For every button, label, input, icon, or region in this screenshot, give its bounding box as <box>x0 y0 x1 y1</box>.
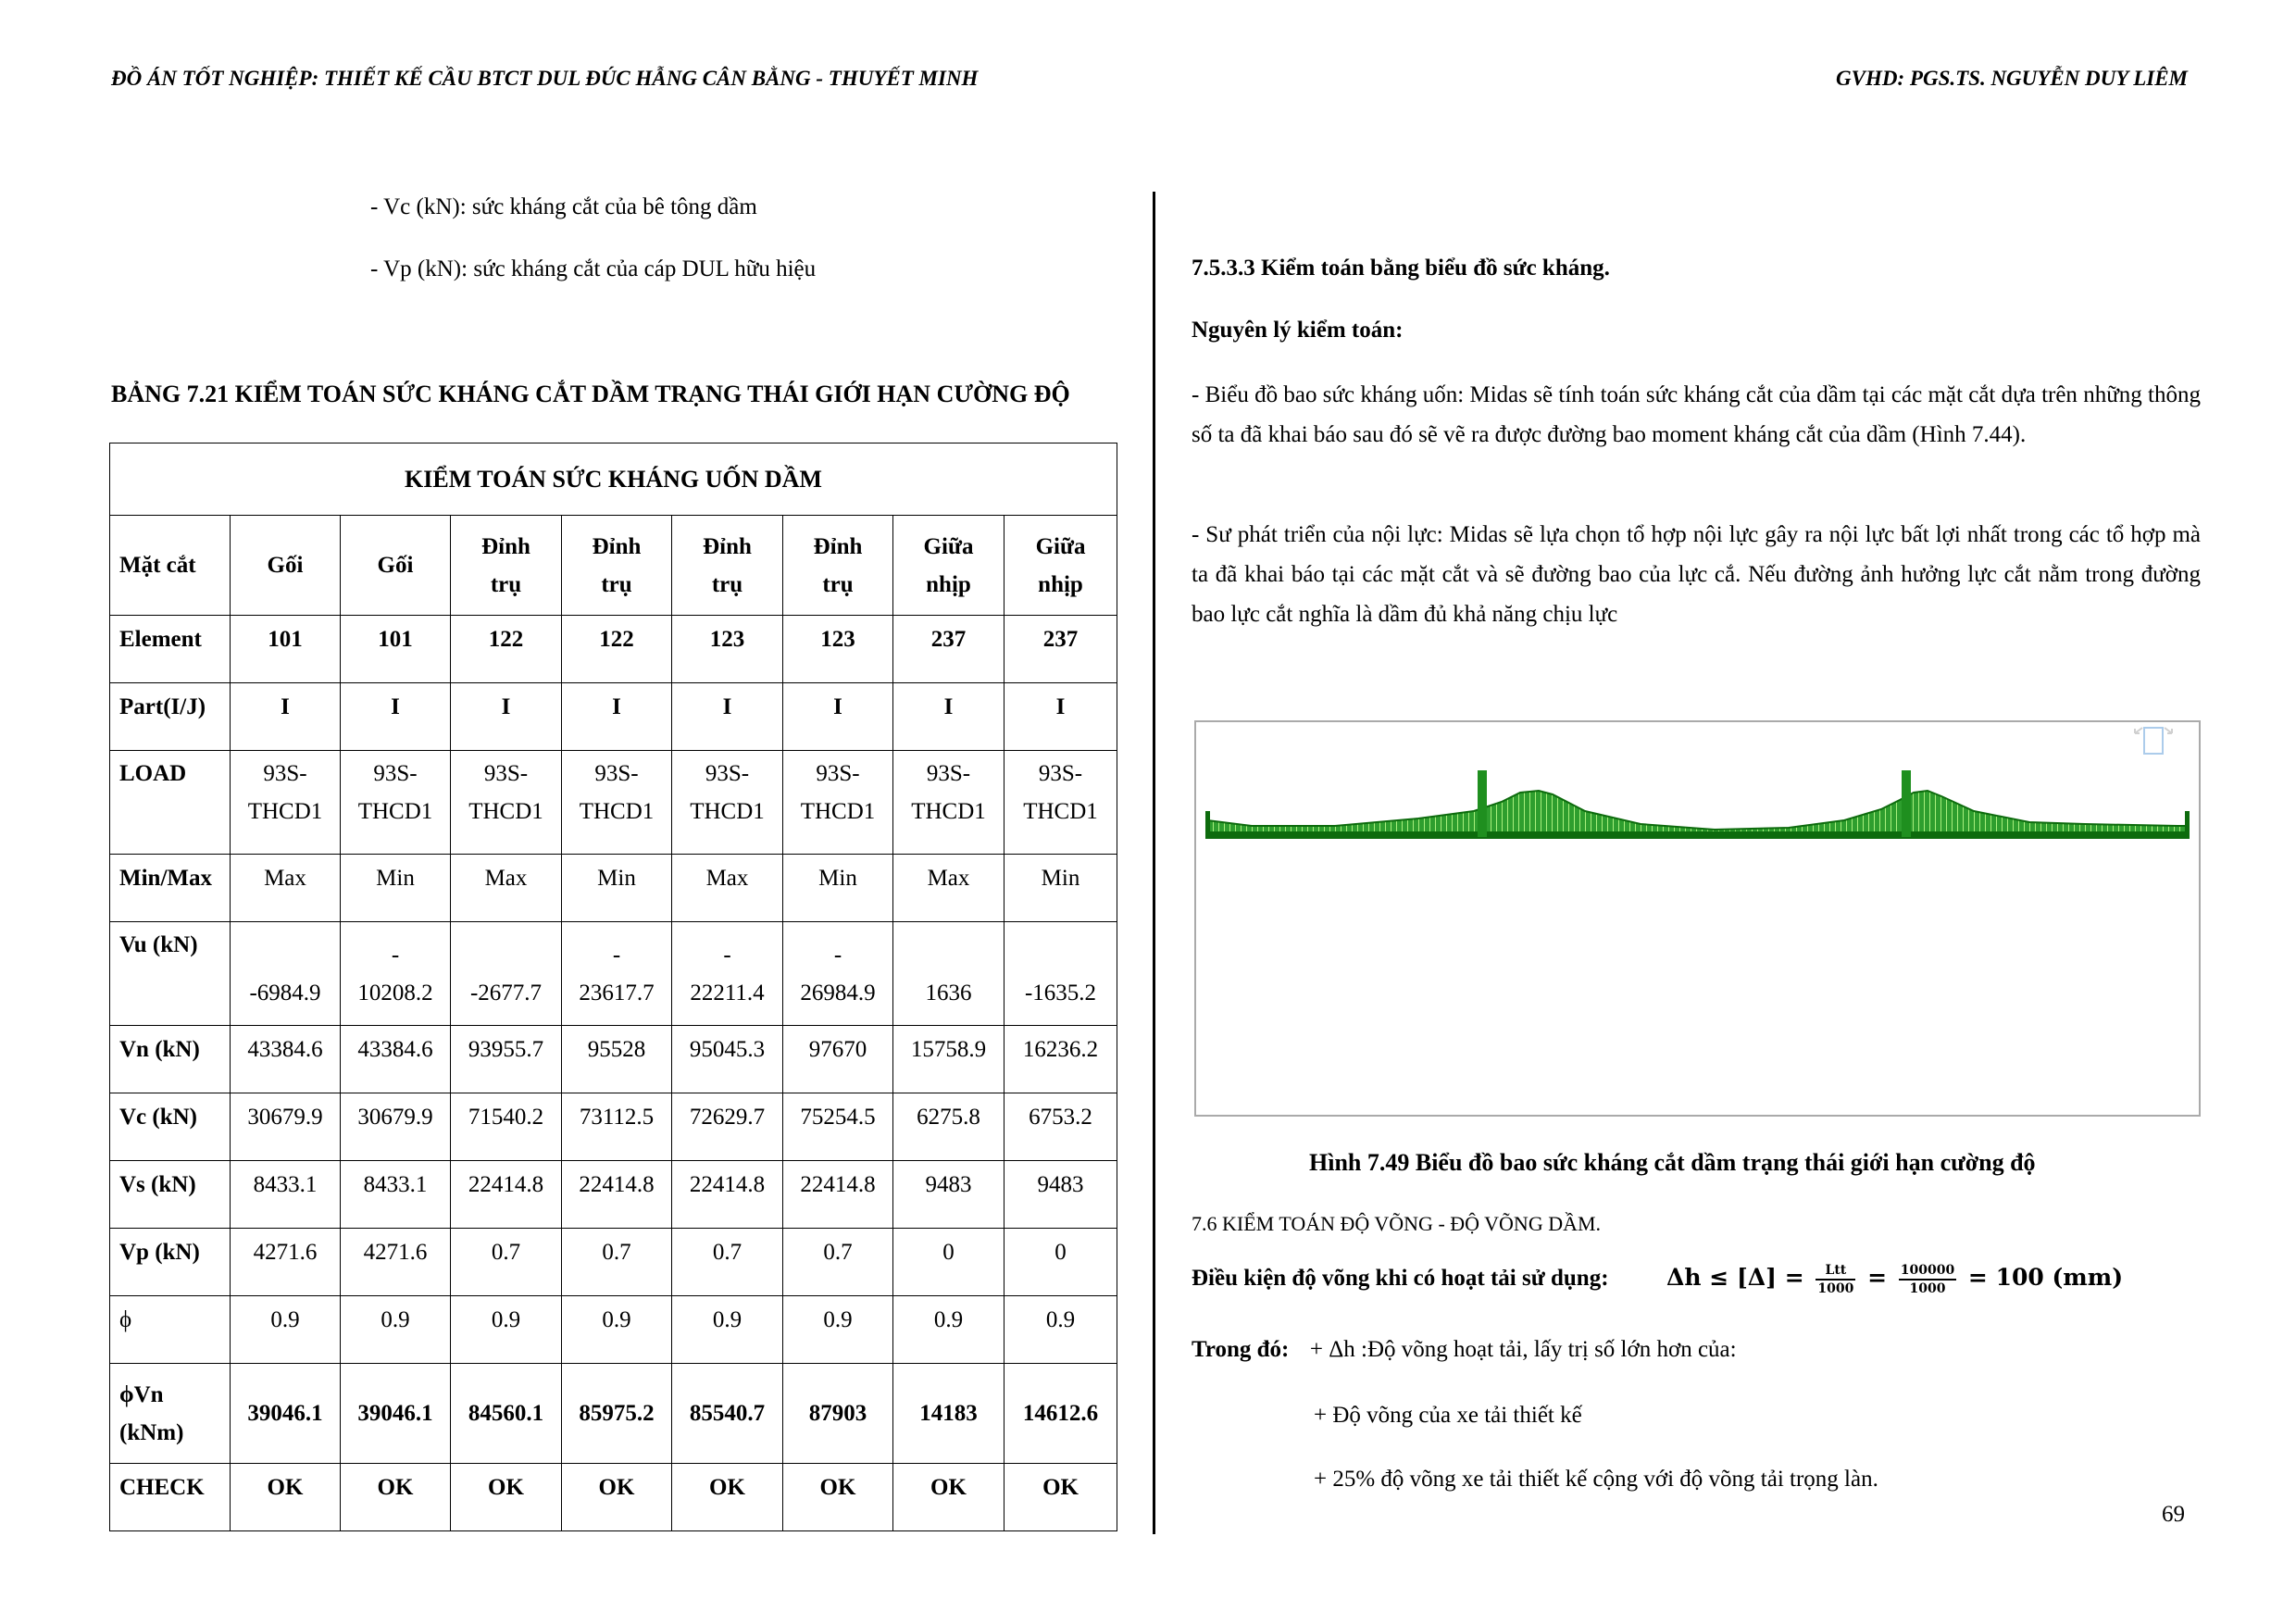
table-cell: I <box>893 683 1004 751</box>
table-cell: 0.9 <box>783 1296 893 1364</box>
table-cell: - 10208.2 <box>341 922 451 1026</box>
table-cell: 43384.6 <box>231 1026 341 1093</box>
table-cell: 9483 <box>893 1161 1004 1229</box>
header-left-title: ĐỒ ÁN TỐT NGHIỆP: THIẾT KẾ CẦU BTCT DUL ĐÚC HẪNG CÂN BẰNG - THUYẾT MINH <box>111 67 979 90</box>
table-cell: - 22211.4 <box>672 922 783 1026</box>
support-right <box>2185 811 2190 839</box>
table-cell: 30679.9 <box>231 1093 341 1161</box>
table-cell: Min <box>562 855 672 922</box>
table-cell: - 26984.9 <box>783 922 893 1026</box>
table-row-vs <box>110 1161 1117 1229</box>
column-header: Đỉnh trụ <box>451 516 562 616</box>
table-cell: 6753.2 <box>1004 1093 1117 1161</box>
table-cell: 0.9 <box>451 1296 562 1364</box>
table-cell: Max <box>451 855 562 922</box>
table-row-check <box>110 1464 1117 1531</box>
paragraph-envelope: - Biểu đồ bao sức kháng uốn: Midas sẽ tính toán sức kháng cắt của dầm tại các mặt cắt dựa trên những thông số ta đã khai báo sau đó sẽ vẽ ra được đường bao moment kháng cắt của dầm (Hình 7.44). <box>1192 382 2201 447</box>
table-cell: Min <box>783 855 893 922</box>
table-cell: OK <box>451 1464 562 1531</box>
bullet-vc: - Vc (kN): sức kháng cắt của bê tông dầm <box>370 194 757 219</box>
table-cell: 93955.7 <box>451 1026 562 1093</box>
header-right-advisor: GVHD: PGS.TS. NGUYỄN DUY LIÊM <box>1836 67 2188 90</box>
fraction-value: $\frac{100000}{1000}$ <box>1900 1262 1955 1296</box>
table-cell: Max <box>672 855 783 922</box>
table-row-element <box>110 616 1117 683</box>
deflection-item-2: + 25% độ võng xe tải thiết kế cộng với độ võng tải trọng làn. <box>1314 1467 1878 1492</box>
row-label: Element <box>110 616 231 683</box>
pier-peak-left <box>1478 770 1487 837</box>
table-cell: 84560.1 <box>451 1364 562 1464</box>
table-cell: 0 <box>1004 1229 1117 1296</box>
table-cell: 0.7 <box>783 1229 893 1296</box>
table-cell: 93S- THCD1 <box>341 751 451 855</box>
table-cell: 0.7 <box>451 1229 562 1296</box>
table-cell: I <box>783 683 893 751</box>
table-row-vu <box>110 922 1117 1026</box>
table-cell: 16236.2 <box>1004 1026 1117 1093</box>
row-label: Vn (kN) <box>110 1026 231 1093</box>
table-cell: 30679.9 <box>341 1093 451 1161</box>
table-cell: 0.9 <box>231 1296 341 1364</box>
support-left <box>1205 811 1210 839</box>
envelope-area <box>1207 791 2188 837</box>
table-cell: 4271.6 <box>341 1229 451 1296</box>
table-cell: 4271.6 <box>231 1229 341 1296</box>
table-cell: 73112.5 <box>562 1093 672 1161</box>
table-cell: 101 <box>341 616 451 683</box>
table-cell: Max <box>893 855 1004 922</box>
table-cell: 93S- THCD1 <box>562 751 672 855</box>
where-text: + Δh :Độ võng hoạt tải, lấy trị số lớn hơn của: <box>1309 1337 1737 1362</box>
table-cell: 1636 <box>893 922 1004 1026</box>
table-cell: Max <box>231 855 341 922</box>
table-cell: 0.9 <box>1004 1296 1117 1364</box>
row-label: Vu (kN) <box>110 922 231 1026</box>
column-divider <box>1153 192 1155 1534</box>
table-cell: 93S- THCD1 <box>893 751 1004 855</box>
table-cell: OK <box>562 1464 672 1531</box>
table-cell: I <box>231 683 341 751</box>
table-cell: 14183 <box>893 1364 1004 1464</box>
deflection-condition <box>1192 1259 2123 1297</box>
table-cell: OK <box>341 1464 451 1531</box>
girder-baseline <box>1207 831 2188 839</box>
table-cell: 95528 <box>562 1026 672 1093</box>
table-cell: 85540.7 <box>672 1364 783 1464</box>
where-label: Trong đó: <box>1192 1337 1290 1362</box>
table-cell: 8433.1 <box>341 1161 451 1229</box>
column-header: Đỉnh trụ <box>672 516 783 616</box>
table-cell: 14612.6 <box>1004 1364 1117 1464</box>
table-cell: 93S- THCD1 <box>672 751 783 855</box>
table-cell: 93S- THCD1 <box>231 751 341 855</box>
row-label: ϕ <box>110 1296 231 1364</box>
table-cell: OK <box>783 1464 893 1531</box>
table-cell: I <box>1004 683 1117 751</box>
table-cell: 75254.5 <box>783 1093 893 1161</box>
table-row-vp <box>110 1229 1117 1296</box>
table-cell: Min <box>341 855 451 922</box>
table-cell: 97670 <box>783 1026 893 1093</box>
table-cell: 71540.2 <box>451 1093 562 1161</box>
condition-label: Điều kiện độ võng khi có hoạt tải sử dụng: <box>1192 1266 1609 1291</box>
table-cell: 72629.7 <box>672 1093 783 1161</box>
table-header-row <box>110 516 1117 616</box>
table-row-load <box>110 751 1117 855</box>
fraction-ltt: $\frac{\text{Ltt}}{1000}$ <box>1817 1262 1854 1296</box>
table-cell: 22414.8 <box>451 1161 562 1229</box>
table-cell: Min <box>1004 855 1117 922</box>
table-cell: OK <box>1004 1464 1117 1531</box>
principle-heading: Nguyên lý kiểm toán: <box>1192 318 1404 343</box>
table-cell: 237 <box>893 616 1004 683</box>
column-header: Giữa nhịp <box>1004 516 1117 616</box>
table-cell: 15758.9 <box>893 1026 1004 1093</box>
table-cell: 85975.2 <box>562 1364 672 1464</box>
table-cell: 39046.1 <box>341 1364 451 1464</box>
table-row-phi <box>110 1296 1117 1364</box>
column-header: Gối <box>341 516 451 616</box>
bullet-vp: - Vp (kN): sức kháng cắt của cáp DUL hữu hiệu <box>370 256 817 281</box>
table-row-phivn <box>110 1364 1117 1464</box>
row-label: Part(I/J) <box>110 683 231 751</box>
table-row-part <box>110 683 1117 751</box>
table-cell: 0.9 <box>672 1296 783 1364</box>
table-cell: 39046.1 <box>231 1364 341 1464</box>
table-cell: 22414.8 <box>783 1161 893 1229</box>
table-cell: -1635.2 <box>1004 922 1117 1026</box>
table-cell: I <box>451 683 562 751</box>
table-cell: OK <box>893 1464 1004 1531</box>
table-cell: 93S- THCD1 <box>451 751 562 855</box>
table-cell: 95045.3 <box>672 1026 783 1093</box>
table-cell: 6275.8 <box>893 1093 1004 1161</box>
table-cell: 9483 <box>1004 1161 1117 1229</box>
table-cell: 0 <box>893 1229 1004 1296</box>
formula <box>1666 1262 2124 1296</box>
table-cell: 122 <box>562 616 672 683</box>
header-label: Mặt cắt <box>110 516 231 616</box>
table-title: KIỂM TOÁN SỨC KHÁNG UỐN DẦM <box>110 443 1117 516</box>
row-label: Vs (kN) <box>110 1161 231 1229</box>
figure-caption: Hình 7.49 Biểu đồ bao sức kháng cắt dầm trạng thái giới hạn cường độ <box>1309 1149 2036 1176</box>
table-cell: 123 <box>783 616 893 683</box>
table-cell: 0.9 <box>341 1296 451 1364</box>
table-cell: - 23617.7 <box>562 922 672 1026</box>
formula-lhs: Δh ≤ [Δ] = <box>1666 1264 1804 1291</box>
envelope-drawing <box>1196 722 2199 1115</box>
table-cell: I <box>341 683 451 751</box>
table-cell: 237 <box>1004 616 1117 683</box>
table-cell: 22414.8 <box>672 1161 783 1229</box>
table-row-vn <box>110 1026 1117 1093</box>
table-cell: 123 <box>672 616 783 683</box>
table-cell: 93S- THCD1 <box>1004 751 1117 855</box>
table-cell: 43384.6 <box>341 1026 451 1093</box>
table-cell: -6984.9 <box>231 922 341 1026</box>
formula-eq: = <box>1867 1264 1888 1291</box>
table-cell: 22414.8 <box>562 1161 672 1229</box>
table-row-minmax <box>110 855 1117 922</box>
table-cell: 87903 <box>783 1364 893 1464</box>
table-cell: 0.9 <box>562 1296 672 1364</box>
paragraph-internal-force: - Sư phát triển của nội lực: Midas sẽ lựa chọn tổ hợp nội lực gây ra nội lực bất lợi nhất trong các tổ hợp mà ta đã khai báo tại các mặt cắt và sẽ đường bao của lực cắ. Nếu đường ảnh hưởng lực cắt nằm trong đường bao lực cắt nghĩa là dầm đủ khả năng chịu lực <box>1192 522 2201 627</box>
table-cell: OK <box>672 1464 783 1531</box>
pier-peak-right <box>1902 770 1911 837</box>
row-label: ϕVn (kNm) <box>110 1364 231 1464</box>
page-number: 69 <box>2162 1502 2185 1527</box>
table-cell: 101 <box>231 616 341 683</box>
table-caption: BẢNG 7.21 KIỂM TOÁN SỨC KHÁNG CẮT DẦM TRẠNG THÁI GIỚI HẠN CƯỜNG ĐỘ <box>111 381 1070 407</box>
fit-view-icon[interactable] <box>2135 728 2172 754</box>
table-cell: 122 <box>451 616 562 683</box>
formula-rhs: = 100 (mm) <box>1967 1264 2124 1291</box>
where-line <box>1192 1337 1737 1363</box>
shear-envelope-diagram <box>1194 720 2201 1117</box>
column-header: Giữa nhịp <box>893 516 1004 616</box>
table-cell: I <box>562 683 672 751</box>
table-cell: I <box>672 683 783 751</box>
table-cell: 0.9 <box>893 1296 1004 1364</box>
row-label: Vc (kN) <box>110 1093 231 1161</box>
column-header: Đỉnh trụ <box>783 516 893 616</box>
table-cell: 0.7 <box>672 1229 783 1296</box>
deflection-item-1: + Độ võng của xe tải thiết kế <box>1314 1403 1582 1428</box>
row-label: Vp (kN) <box>110 1229 231 1296</box>
table-cell: 0.7 <box>562 1229 672 1296</box>
column-header: Đỉnh trụ <box>562 516 672 616</box>
section-title: 7.5.3.3 Kiểm toán bằng biểu đồ sức kháng. <box>1192 256 1610 281</box>
shear-check-table <box>109 443 1117 1531</box>
table-cell: 93S- THCD1 <box>783 751 893 855</box>
row-label: LOAD <box>110 751 231 855</box>
table-cell: 8433.1 <box>231 1161 341 1229</box>
table-row-vc <box>110 1093 1117 1161</box>
column-header: Gối <box>231 516 341 616</box>
row-label: Min/Max <box>110 855 231 922</box>
section-76-title: 7.6 KIỂM TOÁN ĐỘ VÕNG - ĐỘ VÕNG DẦM. <box>1192 1212 1602 1235</box>
table-cell: OK <box>231 1464 341 1531</box>
table-cell: -2677.7 <box>451 922 562 1026</box>
row-label: CHECK <box>110 1464 231 1531</box>
